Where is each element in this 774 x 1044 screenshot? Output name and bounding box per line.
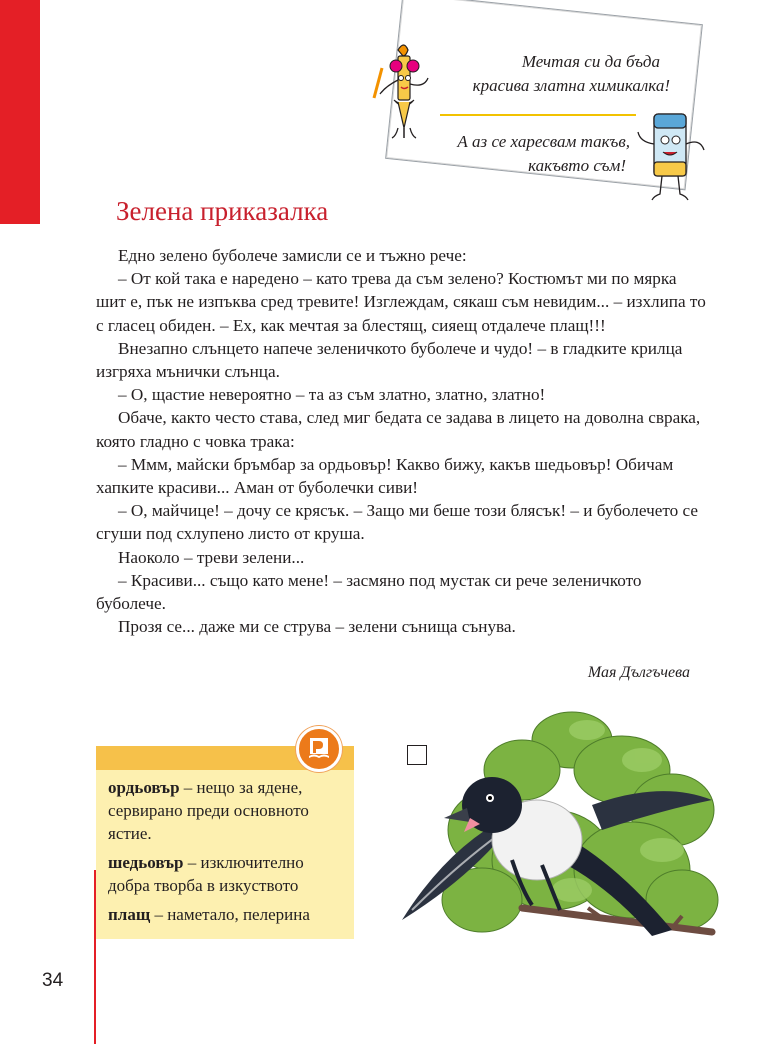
paragraph: – Ммм, майски бръмбар за ордьовър! Какво бижу, какъв шедьовър! Обичам хапките красиви... Аман от буболечки сиви! xyxy=(96,454,674,498)
paragraph: – Красиви... също като мене! – засмяно под мустак си рече зеленичкото буболече. xyxy=(96,570,642,614)
speech-divider xyxy=(440,114,636,116)
margin-rule xyxy=(94,870,96,1044)
glossary-entry xyxy=(108,903,348,926)
glossary-content xyxy=(108,776,348,932)
glossary-term: шедьовър xyxy=(108,853,184,872)
magpie-illustration xyxy=(372,700,732,990)
paragraph: Едно зелено буболече замисли се и тъжно рече: xyxy=(118,246,467,265)
page-number: 34 xyxy=(42,970,64,991)
paragraph: Прозя се... даже ми се струва – зелени сънища сънува. xyxy=(118,617,516,637)
glossary-definition: – нещо за ядене, сервирано преди основното ястие. xyxy=(108,778,309,843)
poem-body xyxy=(96,244,706,638)
paragraph: – О, щастие невероятно – та аз съм златно, златно, златно! xyxy=(118,385,546,405)
speech-line-2: красива златна химикалка! xyxy=(472,76,670,95)
dictionary-book-icon xyxy=(296,726,342,772)
eraser-character-icon xyxy=(632,108,712,208)
speech-line-3: А аз се харесвам такъв, xyxy=(457,132,630,151)
poem-title: Зелена приказалка xyxy=(116,196,329,226)
speech-line-1: Мечтая си да бъда xyxy=(521,52,660,71)
paragraph: Обаче, както често става, след миг бедата се задава в лицето на доволна сврака, която гладно с човка трака: xyxy=(96,408,701,451)
glossary-definition: – наметало, пелерина xyxy=(150,905,310,924)
paragraph: Наоколо – треви зелени... xyxy=(118,547,305,567)
chapter-tab xyxy=(0,0,40,224)
author-name: Мая Дългъчева xyxy=(587,664,690,681)
glossary-term: плащ xyxy=(108,905,151,924)
paragraph: – От кой така е наредено – като трева да съм зелено? Костюмът ми по мярка шит е, пък не изпъква сред тревите! Изглеждам, сякаш съм невидим... – изхлипа то с гласец обиден. – Ех, как мечтая за блестящ, сияещ отдалече плащ!!! xyxy=(96,269,706,335)
paragraph: Внезапно слънцето напече зеленичкото буболече и чудо! – в гладките крилца изгряха мънички слънца. xyxy=(96,338,683,382)
paragraph: – О, майчице! – дочу се крясък. – Защо ми беше този блясък! – и буболечето се сгуши под схлупено листо от круша. xyxy=(96,501,698,544)
glossary-definition: – изключително добра творба в изкуството xyxy=(108,853,304,895)
glossary-entry xyxy=(108,776,348,845)
speech-line-4: какъвто съм! xyxy=(528,156,626,175)
pencil-character-icon xyxy=(368,40,440,152)
glossary-term: ордьовър xyxy=(108,778,180,797)
glossary-entry xyxy=(108,851,348,897)
